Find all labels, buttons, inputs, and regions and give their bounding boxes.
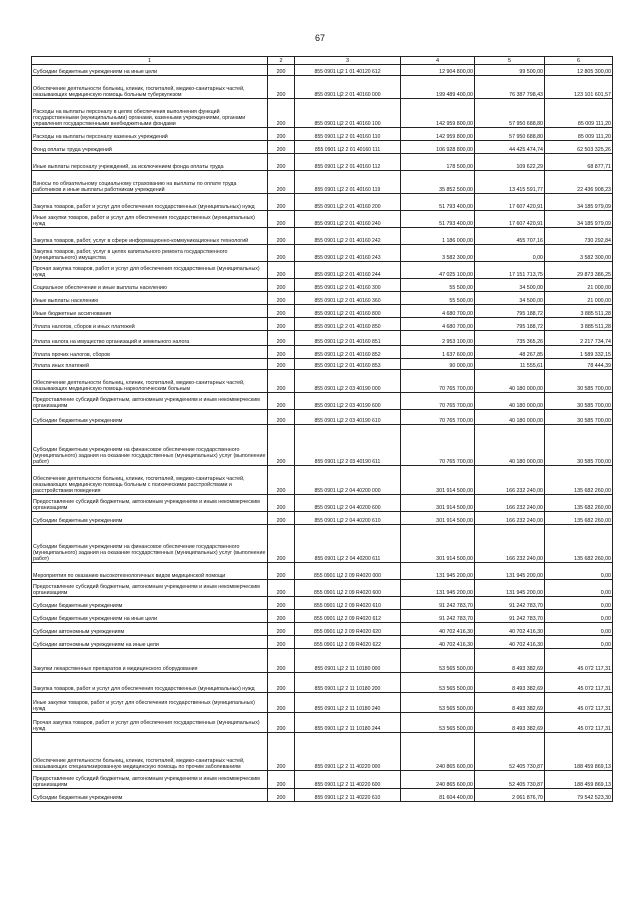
row-line-code: 200 — [268, 636, 295, 649]
row-approved-amount: 53 565 500,00 — [401, 673, 475, 693]
table-row — [32, 495, 613, 512]
table-row — [32, 141, 613, 154]
row-executed-amount: 99 500,00 — [475, 65, 545, 76]
row-budget-code: 855 0901 Ц2 2 01 40160 000 — [295, 76, 401, 99]
row-name: Уплата прочих налогов, сборов — [32, 346, 268, 359]
table-row — [32, 154, 613, 171]
row-line-code: 200 — [268, 466, 295, 495]
budget-table — [31, 56, 613, 802]
row-budget-code: 855 0901 Ц2 2 01 40160 111 — [295, 141, 401, 154]
row-unexecuted-amount: 30 585 700,00 — [545, 370, 613, 393]
row-approved-amount: 301 914 500,00 — [401, 525, 475, 563]
row-executed-amount: 40 702 416,30 — [475, 636, 545, 649]
row-budget-code: 855 0901 Ц2 2 11 40220 600 — [295, 771, 401, 789]
row-name: Обеспечение деятельности больниц, клиник, госпиталей, медико-санитарных частей, оказывающих специализированную медицинскую помощь по прочим заболеваниям — [32, 733, 268, 771]
row-budget-code: 855 0901 Ц2 2 01 40160 244 — [295, 262, 401, 279]
row-budget-code: 855 0901 Ц2 2 11 10180 244 — [295, 713, 401, 733]
row-name: Расходы на выплаты персоналу казенных учреждений — [32, 128, 268, 141]
row-name: Предоставление субсидий бюджетным, автономным учреждениям и иным некоммерческим организациям — [32, 580, 268, 597]
row-unexecuted-amount: 135 682 260,00 — [545, 466, 613, 495]
table-row — [32, 673, 613, 693]
row-unexecuted-amount: 0,00 — [545, 597, 613, 610]
table-row — [32, 789, 613, 802]
row-approved-amount: 51 793 400,00 — [401, 194, 475, 211]
row-unexecuted-amount: 0,00 — [545, 623, 613, 636]
row-name: Субсидии бюджетным учреждениям на иные цели — [32, 610, 268, 623]
row-executed-amount: 17 607 420,91 — [475, 211, 545, 228]
row-name: Иные закупки товаров, работ и услуг для обеспечения государственных (муниципальных) нужд — [32, 693, 268, 713]
row-line-code: 200 — [268, 789, 295, 802]
row-name: Субсидии автономным учреждениям на иные цели — [32, 636, 268, 649]
table-row — [32, 346, 613, 359]
row-name: Социальное обеспечение и иные выплаты населению — [32, 279, 268, 292]
row-unexecuted-amount: 123 101 601,57 — [545, 76, 613, 99]
row-name: Иные выплаты персоналу учреждений, за исключением фонда оплаты труда — [32, 154, 268, 171]
row-line-code: 200 — [268, 673, 295, 693]
row-name: Субсидии бюджетным учреждениям — [32, 410, 268, 425]
row-executed-amount: 735 365,26 — [475, 331, 545, 346]
row-unexecuted-amount: 30 585 700,00 — [545, 410, 613, 425]
row-executed-amount: 17 151 713,75 — [475, 262, 545, 279]
row-approved-amount: 40 702 416,30 — [401, 636, 475, 649]
row-approved-amount: 90 000,00 — [401, 359, 475, 370]
row-executed-amount: 2 061 876,70 — [475, 789, 545, 802]
row-line-code: 200 — [268, 370, 295, 393]
row-unexecuted-amount: 3 582 300,00 — [545, 245, 613, 262]
row-executed-amount: 455 707,16 — [475, 228, 545, 245]
row-name: Предоставление субсидий бюджетным, автономным учреждениям и иным некоммерческим организациям — [32, 393, 268, 410]
table-row — [32, 194, 613, 211]
row-approved-amount: 142 959 800,00 — [401, 128, 475, 141]
row-name: Закупка товаров, работ и услуг для обеспечения государственных (муниципальных) нужд — [32, 194, 268, 211]
row-approved-amount: 301 914 500,00 — [401, 512, 475, 525]
row-unexecuted-amount: 34 185 979,09 — [545, 194, 613, 211]
row-executed-amount: 166 232 240,00 — [475, 525, 545, 563]
column-number: 1 — [32, 57, 268, 65]
row-approved-amount: 4 680 700,00 — [401, 305, 475, 318]
row-executed-amount: 0,00 — [475, 245, 545, 262]
table-row — [32, 425, 613, 466]
row-unexecuted-amount: 3 885 511,28 — [545, 318, 613, 331]
row-unexecuted-amount: 135 682 260,00 — [545, 525, 613, 563]
row-unexecuted-amount: 62 503 325,26 — [545, 141, 613, 154]
row-executed-amount: 57 950 688,80 — [475, 128, 545, 141]
row-line-code: 200 — [268, 65, 295, 76]
row-unexecuted-amount: 45 072 117,31 — [545, 713, 613, 733]
row-unexecuted-amount: 21 000,00 — [545, 292, 613, 305]
table-row — [32, 636, 613, 649]
row-executed-amount: 13 415 591,77 — [475, 171, 545, 194]
row-name: Субсидии бюджетным учреждениям — [32, 789, 268, 802]
row-name: Уплата иных платежей — [32, 359, 268, 370]
row-line-code: 200 — [268, 245, 295, 262]
row-budget-code: 855 0901 Ц2 2 01 40160 853 — [295, 359, 401, 370]
row-name: Субсидии бюджетным учреждениям на иные цели — [32, 65, 268, 76]
row-name: Уплата налога на имущество организаций и земельного налога — [32, 331, 268, 346]
row-name: Уплата налогов, сборов и иных платежей — [32, 318, 268, 331]
row-unexecuted-amount: 0,00 — [545, 563, 613, 580]
row-unexecuted-amount: 135 682 260,00 — [545, 495, 613, 512]
column-number: 2 — [268, 57, 295, 65]
row-approved-amount: 51 793 400,00 — [401, 211, 475, 228]
row-executed-amount: 131 945 200,00 — [475, 580, 545, 597]
row-approved-amount: 81 604 400,00 — [401, 789, 475, 802]
row-name: Мероприятия по оказанию высокотехнологичных видов медицинской помощи — [32, 563, 268, 580]
table-row — [32, 512, 613, 525]
row-line-code: 200 — [268, 194, 295, 211]
row-name: Субсидии автономным учреждениям — [32, 623, 268, 636]
row-line-code: 200 — [268, 425, 295, 466]
row-budget-code: 855 0901 Ц2 2 01 40160 112 — [295, 154, 401, 171]
row-approved-amount: 55 500,00 — [401, 279, 475, 292]
row-executed-amount: 40 180 000,00 — [475, 370, 545, 393]
table-row — [32, 228, 613, 245]
row-approved-amount: 199 489 400,00 — [401, 76, 475, 99]
row-executed-amount: 17 607 420,91 — [475, 194, 545, 211]
row-budget-code: 855 0901 Ц2 2 09 R4020 610 — [295, 597, 401, 610]
row-budget-code: 855 0901 Ц2 2 01 40160 851 — [295, 331, 401, 346]
table-row — [32, 693, 613, 713]
row-executed-amount: 76 387 798,43 — [475, 76, 545, 99]
row-line-code: 200 — [268, 228, 295, 245]
row-name: Закупка товаров, работ и услуг для обеспечения государственных (муниципальных) нужд — [32, 673, 268, 693]
table-row — [32, 292, 613, 305]
row-executed-amount: 52 405 730,87 — [475, 733, 545, 771]
row-executed-amount: 8 493 382,69 — [475, 649, 545, 673]
row-approved-amount: 70 765 700,00 — [401, 410, 475, 425]
table-row — [32, 245, 613, 262]
row-executed-amount: 166 232 240,00 — [475, 495, 545, 512]
row-approved-amount: 240 865 600,00 — [401, 733, 475, 771]
row-budget-code: 855 0901 Ц2 2 01 40160 360 — [295, 292, 401, 305]
row-budget-code: 855 0901 Ц2 2 09 R4020 612 — [295, 610, 401, 623]
row-executed-amount: 52 405 730,87 — [475, 771, 545, 789]
row-unexecuted-amount: 21 000,00 — [545, 279, 613, 292]
row-approved-amount: 3 582 300,00 — [401, 245, 475, 262]
table-row — [32, 610, 613, 623]
row-executed-amount: 91 242 783,70 — [475, 597, 545, 610]
row-approved-amount: 142 959 800,00 — [401, 99, 475, 128]
row-name: Закупка товаров, работ, услуг в сфере информационно-коммуникационных технологий — [32, 228, 268, 245]
row-line-code: 200 — [268, 649, 295, 673]
row-executed-amount: 8 493 382,69 — [475, 673, 545, 693]
row-executed-amount: 34 500,00 — [475, 292, 545, 305]
row-executed-amount: 57 950 688,80 — [475, 99, 545, 128]
table-row — [32, 65, 613, 76]
row-approved-amount: 12 904 800,00 — [401, 65, 475, 76]
row-approved-amount: 178 500,00 — [401, 154, 475, 171]
row-approved-amount: 4 680 700,00 — [401, 318, 475, 331]
row-line-code: 200 — [268, 141, 295, 154]
row-executed-amount: 8 493 382,69 — [475, 713, 545, 733]
row-unexecuted-amount: 135 682 260,00 — [545, 512, 613, 525]
row-unexecuted-amount: 188 459 869,13 — [545, 733, 613, 771]
row-unexecuted-amount: 3 885 511,28 — [545, 305, 613, 318]
row-unexecuted-amount: 45 072 117,31 — [545, 673, 613, 693]
row-line-code: 200 — [268, 359, 295, 370]
table-row — [32, 99, 613, 128]
row-name: Прочая закупка товаров, работ и услуг для обеспечения государственных (муниципальных) нужд — [32, 262, 268, 279]
row-budget-code: 855 0901 Ц2 2 11 40220 000 — [295, 733, 401, 771]
row-name: Субсидии бюджетным учреждениям на финансовое обеспечение государственного (муниципального) задания на оказание государственных (муниципальных) услуг (выполнение работ) — [32, 425, 268, 466]
row-approved-amount: 70 765 700,00 — [401, 393, 475, 410]
row-name: Обеспечение деятельности больниц, клиник, госпиталей, медико-санитарных частей, оказывающих медицинскую помощь больным с психическими расстройствами и расстройствами поведения — [32, 466, 268, 495]
row-executed-amount: 40 702 416,30 — [475, 623, 545, 636]
row-name: Иные бюджетные ассигнования — [32, 305, 268, 318]
table-row — [32, 466, 613, 495]
row-approved-amount: 70 765 700,00 — [401, 370, 475, 393]
row-line-code: 200 — [268, 393, 295, 410]
row-unexecuted-amount: 68 877,71 — [545, 154, 613, 171]
row-line-code: 200 — [268, 279, 295, 292]
row-executed-amount: 48 267,85 — [475, 346, 545, 359]
row-budget-code: 855 0901 Ц2 2 01 40160 119 — [295, 171, 401, 194]
row-approved-amount: 53 565 500,00 — [401, 693, 475, 713]
row-executed-amount: 131 945 200,00 — [475, 563, 545, 580]
row-name: Закупки лекарственных препаратов и медицинского оборудования — [32, 649, 268, 673]
row-unexecuted-amount: 45 072 117,31 — [545, 649, 613, 673]
row-approved-amount: 91 242 783,70 — [401, 597, 475, 610]
table-row — [32, 171, 613, 194]
row-unexecuted-amount: 0,00 — [545, 610, 613, 623]
row-budget-code: 855 0901 Ц2 2 11 10180 000 — [295, 649, 401, 673]
row-line-code: 200 — [268, 512, 295, 525]
row-budget-code: 855 0901 Ц2 2 01 40160 850 — [295, 318, 401, 331]
row-line-code: 200 — [268, 331, 295, 346]
row-executed-amount: 40 180 000,00 — [475, 425, 545, 466]
row-line-code: 200 — [268, 76, 295, 99]
column-number-row — [32, 57, 613, 65]
row-budget-code: 855 0901 Ц2 2 09 R4020 000 — [295, 563, 401, 580]
row-budget-code: 855 0901 Ц2 2 04 40200 000 — [295, 466, 401, 495]
row-executed-amount: 34 500,00 — [475, 279, 545, 292]
table-row — [32, 128, 613, 141]
row-budget-code: 855 0901 Ц2 2 09 R4020 622 — [295, 636, 401, 649]
table-row — [32, 563, 613, 580]
row-unexecuted-amount: 188 459 869,13 — [545, 771, 613, 789]
row-executed-amount: 91 242 783,70 — [475, 610, 545, 623]
row-budget-code: 855 0901 Ц2 2 01 40160 240 — [295, 211, 401, 228]
table-row — [32, 331, 613, 346]
row-name: Предоставление субсидий бюджетным, автономным учреждениям и иным некоммерческим организациям — [32, 771, 268, 789]
column-number: 5 — [475, 57, 545, 65]
row-line-code: 200 — [268, 292, 295, 305]
row-line-code: 200 — [268, 623, 295, 636]
row-approved-amount: 1 637 600,00 — [401, 346, 475, 359]
row-line-code: 200 — [268, 128, 295, 141]
row-approved-amount: 106 928 800,00 — [401, 141, 475, 154]
table-row — [32, 318, 613, 331]
row-budget-code: 855 0901 Ц2 2 01 40160 800 — [295, 305, 401, 318]
table-row — [32, 410, 613, 425]
row-approved-amount: 131 945 200,00 — [401, 580, 475, 597]
table-row — [32, 713, 613, 733]
row-unexecuted-amount: 0,00 — [545, 636, 613, 649]
row-budget-code: 855 0901 Ц2 2 03 40190 600 — [295, 393, 401, 410]
table-row — [32, 525, 613, 563]
row-budget-code: 855 0901 Ц2 2 01 40160 300 — [295, 279, 401, 292]
row-line-code: 200 — [268, 305, 295, 318]
row-executed-amount: 166 232 240,00 — [475, 512, 545, 525]
row-name: Субсидии бюджетным учреждениям — [32, 512, 268, 525]
row-line-code: 200 — [268, 771, 295, 789]
row-budget-code: 855 0901 Ц2 2 11 40220 610 — [295, 789, 401, 802]
row-name: Предоставление субсидий бюджетным, автономным учреждениям и иным некоммерческим организациям — [32, 495, 268, 512]
row-executed-amount: 11 555,61 — [475, 359, 545, 370]
row-line-code: 200 — [268, 318, 295, 331]
row-approved-amount: 47 025 100,00 — [401, 262, 475, 279]
row-executed-amount: 8 493 382,69 — [475, 693, 545, 713]
row-unexecuted-amount: 85 009 111,20 — [545, 128, 613, 141]
row-budget-code: 855 0901 Ц2 2 04 40200 610 — [295, 512, 401, 525]
row-line-code: 200 — [268, 563, 295, 580]
row-budget-code: 855 0901 Ц2 2 03 40190 000 — [295, 370, 401, 393]
row-budget-code: 855 0901 Ц2 2 09 R4020 620 — [295, 623, 401, 636]
table-row — [32, 279, 613, 292]
row-unexecuted-amount: 1 589 332,15 — [545, 346, 613, 359]
row-name: Обеспечение деятельности больниц, клиник, госпиталей, медико-санитарных частей, оказывающих медицинскую помощь больным туберкулезом — [32, 76, 268, 99]
row-line-code: 200 — [268, 154, 295, 171]
column-number: 4 — [401, 57, 475, 65]
row-name: Взносы по обязательному социальному страхованию на выплаты по оплате труда работников и иные выплаты работникам учреждений — [32, 171, 268, 194]
row-budget-code: 855 0901 Ц2 2 09 R4020 600 — [295, 580, 401, 597]
row-unexecuted-amount: 730 292,84 — [545, 228, 613, 245]
row-approved-amount: 301 914 500,00 — [401, 495, 475, 512]
row-name: Фонд оплаты труда учреждений — [32, 141, 268, 154]
row-unexecuted-amount: 12 805 300,00 — [545, 65, 613, 76]
table-row — [32, 393, 613, 410]
table-row — [32, 305, 613, 318]
row-unexecuted-amount: 30 585 700,00 — [545, 425, 613, 466]
row-executed-amount: 40 180 000,00 — [475, 393, 545, 410]
row-executed-amount: 166 232 240,00 — [475, 466, 545, 495]
row-line-code: 200 — [268, 597, 295, 610]
row-line-code: 200 — [268, 346, 295, 359]
row-unexecuted-amount: 22 436 908,23 — [545, 171, 613, 194]
row-line-code: 200 — [268, 99, 295, 128]
row-name: Иные закупки товаров, работ и услуг для обеспечения государственных (муниципальных) нужд — [32, 211, 268, 228]
row-name: Субсидии бюджетным учреждениям — [32, 597, 268, 610]
row-budget-code: 855 0901 Ц2 1 01 40120 612 — [295, 65, 401, 76]
row-line-code: 200 — [268, 610, 295, 623]
row-unexecuted-amount: 78 444,39 — [545, 359, 613, 370]
row-unexecuted-amount: 29 873 386,25 — [545, 262, 613, 279]
table-row — [32, 623, 613, 636]
row-line-code: 200 — [268, 525, 295, 563]
row-budget-code: 855 0901 Ц2 2 01 40160 242 — [295, 228, 401, 245]
column-number: 3 — [295, 57, 401, 65]
page-number: 67 — [314, 33, 325, 43]
row-budget-code: 855 0901 Ц2 2 01 40160 243 — [295, 245, 401, 262]
row-unexecuted-amount: 85 009 111,20 — [545, 99, 613, 128]
row-line-code: 200 — [268, 713, 295, 733]
table-row — [32, 370, 613, 393]
column-number: 6 — [545, 57, 613, 65]
row-unexecuted-amount: 2 217 734,74 — [545, 331, 613, 346]
row-budget-code: 855 0901 Ц2 2 01 40160 100 — [295, 99, 401, 128]
row-budget-code: 855 0901 Ц2 2 04 40200 600 — [295, 495, 401, 512]
row-line-code: 200 — [268, 171, 295, 194]
row-name: Обеспечение деятельности больниц, клиник, госпиталей, медико-санитарных частей, оказывающих медицинскую помощь наркологическим больным — [32, 370, 268, 393]
table-row — [32, 649, 613, 673]
row-budget-code: 855 0901 Ц2 2 03 40190 611 — [295, 425, 401, 466]
row-unexecuted-amount: 0,00 — [545, 580, 613, 597]
row-name: Расходы на выплаты персоналу в целях обеспечения выполнения функций государственными (муниципальными) органами, казенными учреждениями, органами управления государственными внебюджетными фондами — [32, 99, 268, 128]
table-row — [32, 580, 613, 597]
table-row — [32, 262, 613, 279]
row-approved-amount: 131 945 200,00 — [401, 563, 475, 580]
row-unexecuted-amount: 30 585 700,00 — [545, 393, 613, 410]
row-name: Субсидии бюджетным учреждениям на финансовое обеспечение государственного (муниципального) задания на оказание государственных (муниципальных) услуг (выполнение работ) — [32, 525, 268, 563]
row-approved-amount: 240 865 600,00 — [401, 771, 475, 789]
row-line-code: 200 — [268, 495, 295, 512]
row-approved-amount: 1 186 000,00 — [401, 228, 475, 245]
row-budget-code: 855 0901 Ц2 2 01 40160 852 — [295, 346, 401, 359]
row-approved-amount: 55 500,00 — [401, 292, 475, 305]
row-line-code: 200 — [268, 733, 295, 771]
row-executed-amount: 795 188,72 — [475, 305, 545, 318]
row-approved-amount: 91 242 783,70 — [401, 610, 475, 623]
row-approved-amount: 53 565 500,00 — [401, 649, 475, 673]
row-line-code: 200 — [268, 211, 295, 228]
row-executed-amount: 109 622,29 — [475, 154, 545, 171]
row-unexecuted-amount: 45 072 117,31 — [545, 693, 613, 713]
table-row — [32, 76, 613, 99]
row-name: Иные выплаты населению — [32, 292, 268, 305]
row-executed-amount: 44 425 474,74 — [475, 141, 545, 154]
row-executed-amount: 795 188,72 — [475, 318, 545, 331]
row-line-code: 200 — [268, 262, 295, 279]
row-budget-code: 855 0901 Ц2 2 01 40160 110 — [295, 128, 401, 141]
row-unexecuted-amount: 34 185 979,09 — [545, 211, 613, 228]
row-line-code: 200 — [268, 580, 295, 597]
row-approved-amount: 2 953 100,00 — [401, 331, 475, 346]
row-approved-amount: 53 565 500,00 — [401, 713, 475, 733]
row-executed-amount: 40 180 000,00 — [475, 410, 545, 425]
row-name: Закупка товаров, работ, услуг в целях капитального ремонта государственного (муниципального) имущества — [32, 245, 268, 262]
row-approved-amount: 301 914 500,00 — [401, 466, 475, 495]
table-row — [32, 597, 613, 610]
row-line-code: 200 — [268, 693, 295, 713]
table-row — [32, 733, 613, 771]
row-name: Прочая закупка товаров, работ и услуг для обеспечения государственных (муниципальных) нужд — [32, 713, 268, 733]
row-budget-code: 855 0901 Ц2 2 03 40190 610 — [295, 410, 401, 425]
table-row — [32, 359, 613, 370]
row-unexecuted-amount: 79 542 523,30 — [545, 789, 613, 802]
table-row — [32, 771, 613, 789]
row-budget-code: 855 0901 Ц2 2 01 40160 200 — [295, 194, 401, 211]
row-approved-amount: 70 765 700,00 — [401, 425, 475, 466]
row-approved-amount: 35 852 500,00 — [401, 171, 475, 194]
row-approved-amount: 40 702 416,30 — [401, 623, 475, 636]
row-line-code: 200 — [268, 410, 295, 425]
table-row — [32, 211, 613, 228]
row-budget-code: 855 0901 Ц2 2 11 10180 200 — [295, 673, 401, 693]
row-budget-code: 855 0901 Ц2 2 04 40200 611 — [295, 525, 401, 563]
row-budget-code: 855 0901 Ц2 2 11 10180 240 — [295, 693, 401, 713]
